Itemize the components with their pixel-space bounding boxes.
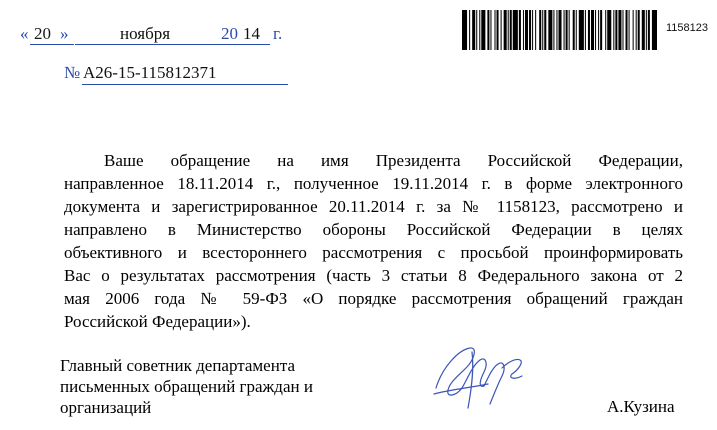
barcode-bar — [595, 10, 596, 50]
date-year-prefix: 20 — [221, 24, 238, 43]
barcode-bar — [535, 10, 536, 50]
barcode-bar — [529, 10, 531, 50]
barcode-bar — [579, 10, 584, 50]
barcode-bar — [626, 10, 628, 50]
body-line: мая 2006 года № 59-ФЗ «О порядке рассмотрения обращений граждан — [64, 289, 683, 308]
barcode-bar — [476, 10, 477, 50]
barcode-bar — [636, 10, 637, 50]
barcode-bar — [556, 10, 557, 50]
barcode-bar — [588, 10, 590, 50]
barcode-bar — [629, 10, 630, 50]
number-underline — [82, 84, 288, 85]
barcode-bar — [642, 10, 645, 50]
barcode-bar — [504, 10, 507, 50]
barcode-bar — [607, 10, 611, 50]
barcode-bar — [519, 10, 521, 50]
barcode-bar — [523, 10, 524, 50]
barcode-bar — [569, 10, 570, 50]
letter-body — [64, 149, 683, 333]
barcode-bar — [566, 10, 568, 50]
date-year-suffix: 14 — [243, 24, 260, 43]
barcode-bar — [576, 10, 577, 50]
barcode-bar — [490, 10, 491, 50]
barcode-bar — [553, 10, 554, 50]
barcode-bar — [638, 10, 640, 50]
barcode-bar — [487, 10, 489, 50]
barcode-bar — [544, 10, 546, 50]
body-line: Вас о результатах рассмотрения (часть 3 статьи 8 Федерального закона от 2 — [64, 266, 683, 285]
barcode-bar — [510, 10, 512, 50]
barcode-bar — [508, 10, 509, 50]
barcode-bar — [615, 10, 617, 50]
signer-title-line: организаций — [60, 398, 152, 417]
registration-number: А26-15-115812371 — [83, 63, 217, 82]
body-line: направленное 18.11.2014 г., полученное 19.11.2014 г. в форме электронного — [64, 174, 683, 193]
barcode-bar — [548, 10, 552, 50]
barcode-bar — [513, 10, 518, 50]
barcode-bar — [564, 10, 565, 50]
number-sign: № — [64, 63, 81, 82]
barcode-bar — [585, 10, 586, 50]
barcode-bar — [481, 10, 485, 50]
barcode-bar — [622, 10, 623, 50]
barcode-bar — [472, 10, 475, 50]
barcode-bar — [501, 10, 502, 50]
body-line: объективного и всестороннего рассмотрения с просьбой проинформировать — [64, 243, 683, 262]
barcode-bar — [646, 10, 647, 50]
barcode-bar — [539, 10, 541, 50]
signer-title-line: Главный советник департамента — [60, 356, 296, 375]
footer-fragment — [20, 424, 23, 430]
date-day: 20 — [34, 24, 51, 43]
barcode-bar — [591, 10, 594, 50]
barcode-bar — [652, 10, 657, 50]
body-line: Российской Федерации»). — [64, 312, 251, 331]
barcode-bar — [479, 10, 480, 50]
barcode-bar — [648, 10, 650, 50]
barcode-bar — [469, 10, 470, 50]
day-underline — [30, 44, 74, 45]
barcode-bar — [573, 10, 575, 50]
barcode — [462, 10, 657, 50]
barcode-bar — [613, 10, 614, 50]
body-line: документа и зарегистрированное 20.11.2014 г. за № 1158123, рассмотрено и — [64, 197, 683, 216]
body-line: Ваше обращение на имя Президента Российской Федерации, — [104, 151, 683, 170]
barcode-bar — [495, 10, 496, 50]
barcode-bar — [532, 10, 533, 50]
date-quote-close: » — [60, 24, 69, 43]
barcode-bar — [462, 10, 467, 50]
barcode-number: 1158123 — [666, 22, 709, 34]
barcode-bar — [600, 10, 602, 50]
barcode-bar — [497, 10, 499, 50]
barcode-bar — [558, 10, 561, 50]
signer-title — [60, 355, 313, 418]
month-underline — [75, 44, 242, 45]
signer-title-line: письменных обращений граждан и — [60, 377, 313, 396]
date-year-abbr: г. — [273, 24, 283, 43]
date-quote-open: « — [20, 24, 29, 43]
signer-name: А.Кузина — [607, 397, 675, 416]
handwritten-signature — [428, 338, 538, 418]
year-underline — [242, 44, 270, 45]
barcode-bar — [542, 10, 543, 50]
date-month: ноября — [120, 24, 171, 43]
barcode-bar — [605, 10, 606, 50]
barcode-bar — [633, 10, 634, 50]
barcode-bar — [618, 10, 621, 50]
barcode-bar — [525, 10, 528, 50]
body-line: направлено в Министерство обороны Российской Федерации в целях — [64, 220, 683, 239]
barcode-bar — [598, 10, 599, 50]
